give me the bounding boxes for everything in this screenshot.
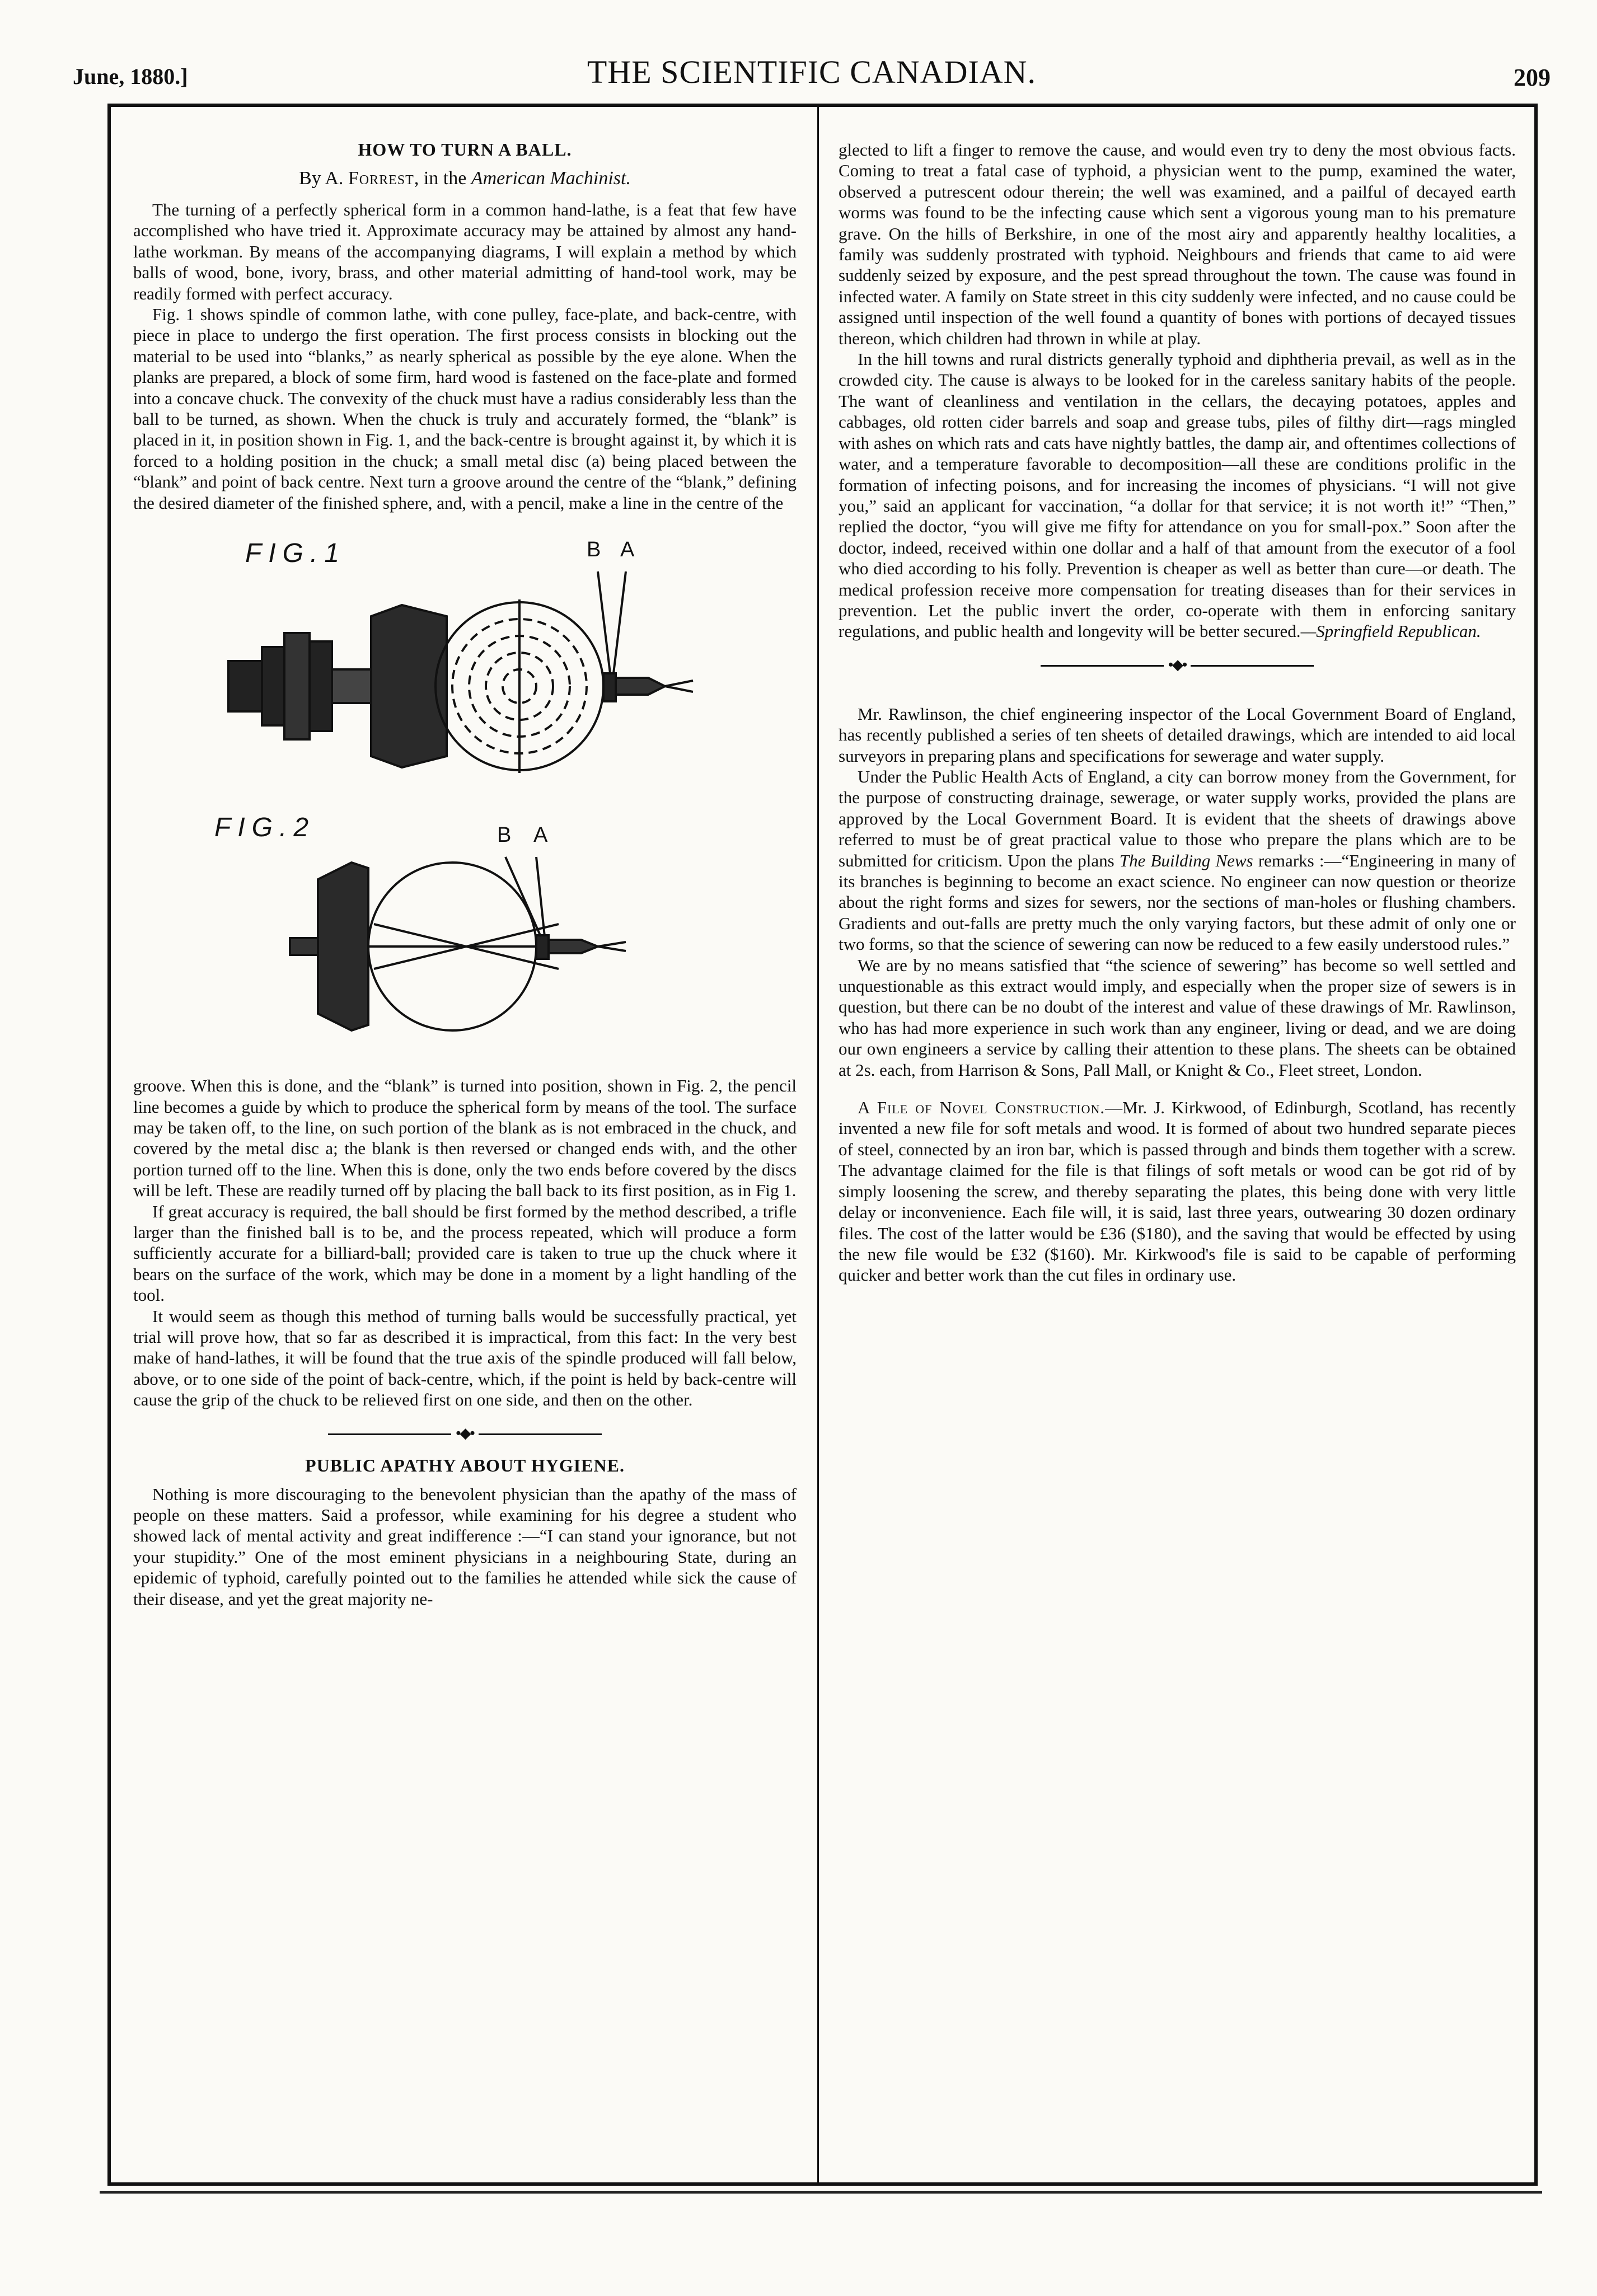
- paragraph: A File of Novel Construction.—Mr. J. Kirkwood, of Edinburgh, Scotland, has recently invented a new file for soft metals and wood. It is formed of about two hundred separate pieces of steel, connected by an iron bar, which is passed through and binds them together with a screw. The advantage claimed for the file is that filings of soft metals or wood can be got rid of by simply loosening the screw, and thereby separating the plates, this being done with very little delay or inconvenience. Each file will, it is said, last three years, outwearing 30 dozen ordinary files. The cost of the latter would be £36 ($180), and the saving that would be effected by using the new file would be £32 ($160). Mr. Kirkwood's file is said to be capable of performing quicker and better work than the cut files in ordinary use.: [839, 1098, 1516, 1285]
- paragraph: Mr. Rawlinson, the chief engineering inspector of the Local Government Board of England, has recently published a series of ten sheets of detailed drawings, which are intended to aid local surveyors in preparing plans and specifications for sewerage and water supply.: [839, 704, 1516, 766]
- lathe-diagram: [133, 521, 797, 1070]
- masthead-title: THE SCIENTIFIC CANADIAN.: [587, 54, 1037, 90]
- paragraph: Under the Public Health Acts of England, a city can borrow money from the Government, for the purpose of constructing drainage, sewerage, or water supply works, provided the plans are approved by the Local Government Board. It is evident that the sheets of drawings above referred to must be of great practical value to those who prepare the plans which are to be submitted for criticism. Upon the plans The Building News remarks :—“Engineering in many of its branches is beginning to become an exact science. No engineer can now question or theorize about the right forms and sizes for sewers, nor the sections of man-holes or flushing chambers. Gradients and out-falls are pretty much the only varying factors, but these admit of only one or two forms, so that the science of sewering can now be reduced to a few easily understood rules.”: [839, 766, 1516, 954]
- paragraph: groove. When this is done, and the “blank” is turned into position, shown in Fig. 2, the pencil line becomes a guide by which to produce the spherical form by means of the tool. The surface may be taken off, to the line, on such portion of the blank as is not embraced in the chuck, and covered by the metal disc a; the blank is then reversed or changed ends with, and the other portion turned off to the line. When this is done, only the two ends before covered by the discs will be left. These are readily turned off by placing the ball back to its first position, as in Fig 1.: [133, 1076, 797, 1201]
- issue-date: June, 1880.]: [73, 64, 188, 89]
- paragraph: In the hill towns and rural districts generally typhoid and diphtheria prevail, as well as in the crowded city. The cause is always to be looked for in the careless sanitary habits of the people. The want of cleanliness and ventilation in the cellars, the decaying potatoes, apples and cabbages, old rotten cider barrels and soap and grease tubs, piles of filthy dirt—rags mingled with ashes on which rats and cats have nightly battles, the damp air, and oftentimes collections of water, and a temperature favorable to decomposition—all these are conditions prolific in the formation of infecting poisons, and for increasing the incomes of physicians. “I will not give you,” said an applicant for vaccination, “a dollar for that service; it is not worth it!” “Then,” replied the doctor, “you will give me fifty for attendance on you for small-pox.” Soon after the doctor, indeed, received within one dollar and a half of that amount from the executor of a fool who died according to his folly. Prevention is cheaper as well as better than cure—or death. The medical profession receive more compensation for treating diseases than for their services in prevention. Let the public invert the order, co-operate with them in enforcing sanitary regulations, and public health and longevity will be better secured.—Springfield Republican.: [839, 349, 1516, 641]
- paragraph: Nothing is more discouraging to the benevolent physician than the apathy of the mass of people on these matters. Said a professor, while examining for his degree a student who showed lack of mental activity and great indifference :—“I can stand your ignorance, but not your stupidity.” One of the most eminent physicians in a neighbouring State, during an epidemic of typhoid, carefully pointed out to the families he attended while sick the cause of their disease, and yet the great majority ne-: [133, 1484, 797, 1609]
- byline: By A. Forrest, in the American Machinist.: [299, 168, 631, 189]
- lathe-diagram-drawing: [133, 521, 797, 1070]
- section-separator: •◆•: [133, 1425, 797, 1442]
- paragraph: The turning of a perfectly spherical form in a common hand-lathe, is a feat that few have accomplished who have tried it. Approximate accuracy may be attained by almost any hand-lathe workman. By means of the accompanying diagrams, I will explain a method by which balls of wood, bone, ivory, brass, and other material admitting of hand-tool work, may be readily formed with perfect accuracy.: [133, 200, 797, 303]
- left-column: [133, 139, 797, 2160]
- column-divider: [817, 107, 819, 2182]
- source-citation: —Springfield Republican.: [1300, 621, 1481, 641]
- article-lead-file: A File of Novel Construction.: [858, 1098, 1106, 1118]
- fig1-letter-b: B: [587, 538, 601, 562]
- page-header: [73, 53, 1551, 104]
- article-title-hygiene: PUBLIC APATHY ABOUT HYGIENE.: [305, 1455, 625, 1475]
- section-separator: •◆•: [839, 657, 1516, 673]
- paragraph: We are by no means satisfied that “the science of sewering” has become so well settled and unquestionable as this extract would imply, and especially when the proper size of sewers is in question, but there can be no doubt of the interest and value of these drawings of Mr. Rawlinson, who has had more experience in such work than any engineer, living or dead, and we are doing our own engineers a service by calling their attention to these plans. The sheets can be obtained at 2s. each, from Harrison & Sons, Pall Mall, or Knight & Co., Fleet street, London.: [839, 955, 1516, 1080]
- fig2-letter-a: A: [533, 823, 548, 847]
- source-publication: American Machinist.: [471, 168, 631, 189]
- paragraph: glected to lift a finger to remove the cause, and would even try to deny the most obvious facts. Coming to treat a fatal case of typhoid, a physician went to the pump, examined the water, observed a putrescent odour therein; the well was examined, and a pailful of decayed earth worms was found to be the infecting cause which sent a vigorous young man to his premature grave. On the hills of Berkshire, in one of the most airy and apparently healthy localities, a family was suddenly prostrated with typhoid. Neighbours and friends that came to aid were suddenly seized by exposure, and the pest spread throughout the town. The cause was found in infected water. A family on State street in this city suddenly were infected, and no cause could be assigned until inspection of the well found a quantity of bones with portions of decayed tissues thereon, which children had thrown in while at play.: [839, 140, 1516, 348]
- page-frame: [107, 104, 1538, 2186]
- fig2-letter-b: B: [497, 823, 512, 847]
- page-number: 209: [1514, 64, 1551, 91]
- fig1-label: FIG.1: [245, 538, 346, 569]
- fig2-label: FIG.2: [214, 813, 316, 843]
- publication-name: The Building News: [1119, 850, 1253, 870]
- article-title-ball: HOW TO TURN A BALL.: [358, 139, 572, 160]
- paragraph: It would seem as though this method of turning balls would be successfully practical, yet trial will prove how, that so far as described it is impractical, from this fact: In the very best make of hand-lathes, it will be found that the true axis of the spindle produced will fall below, above, or to one side of the point of back-centre, which, if the point is held by back-centre will cause the grip of the chuck to be relieved first on one side, and then on the other.: [133, 1306, 797, 1410]
- author-name: Forrest: [348, 168, 414, 189]
- right-column: [839, 139, 1516, 2160]
- fig1-letter-a: A: [620, 538, 635, 562]
- paragraph: If great accuracy is required, the ball should be first formed by the method described, a trifle larger than the finished ball is to be, and the process repeated, which will produce a form sufficiently accurate for a billiard-ball; provided care is taken to true up the chuck where it bears on the surface of the work, which may be done in a moment by a light handling of the tool.: [133, 1201, 797, 1305]
- paragraph: Fig. 1 shows spindle of common lathe, with cone pulley, face-plate, and back-centre, with piece in place to undergo the first operation. The first process consists in blocking out the material to be used into “blanks,” as nearly spherical as possible by the eye alone. When the planks are prepared, a block of some firm, hard wood is fastened on the face-plate and formed into a concave chuck. The convexity of the chuck must have a radius considerably less than the ball to be turned, as shown. When the chuck is truly and accurately formed, the “blank” is placed in it, in position shown in Fig. 1, and the back-centre is brought against it, by which it is forced to a holding position in the chuck; a small metal disc (a) being placed between the “blank” and point of back centre. Next turn a groove around the centre of the “blank,” defining the desired diameter of the finished sphere, and, with a pencil, make a line in the centre of the: [133, 304, 797, 513]
